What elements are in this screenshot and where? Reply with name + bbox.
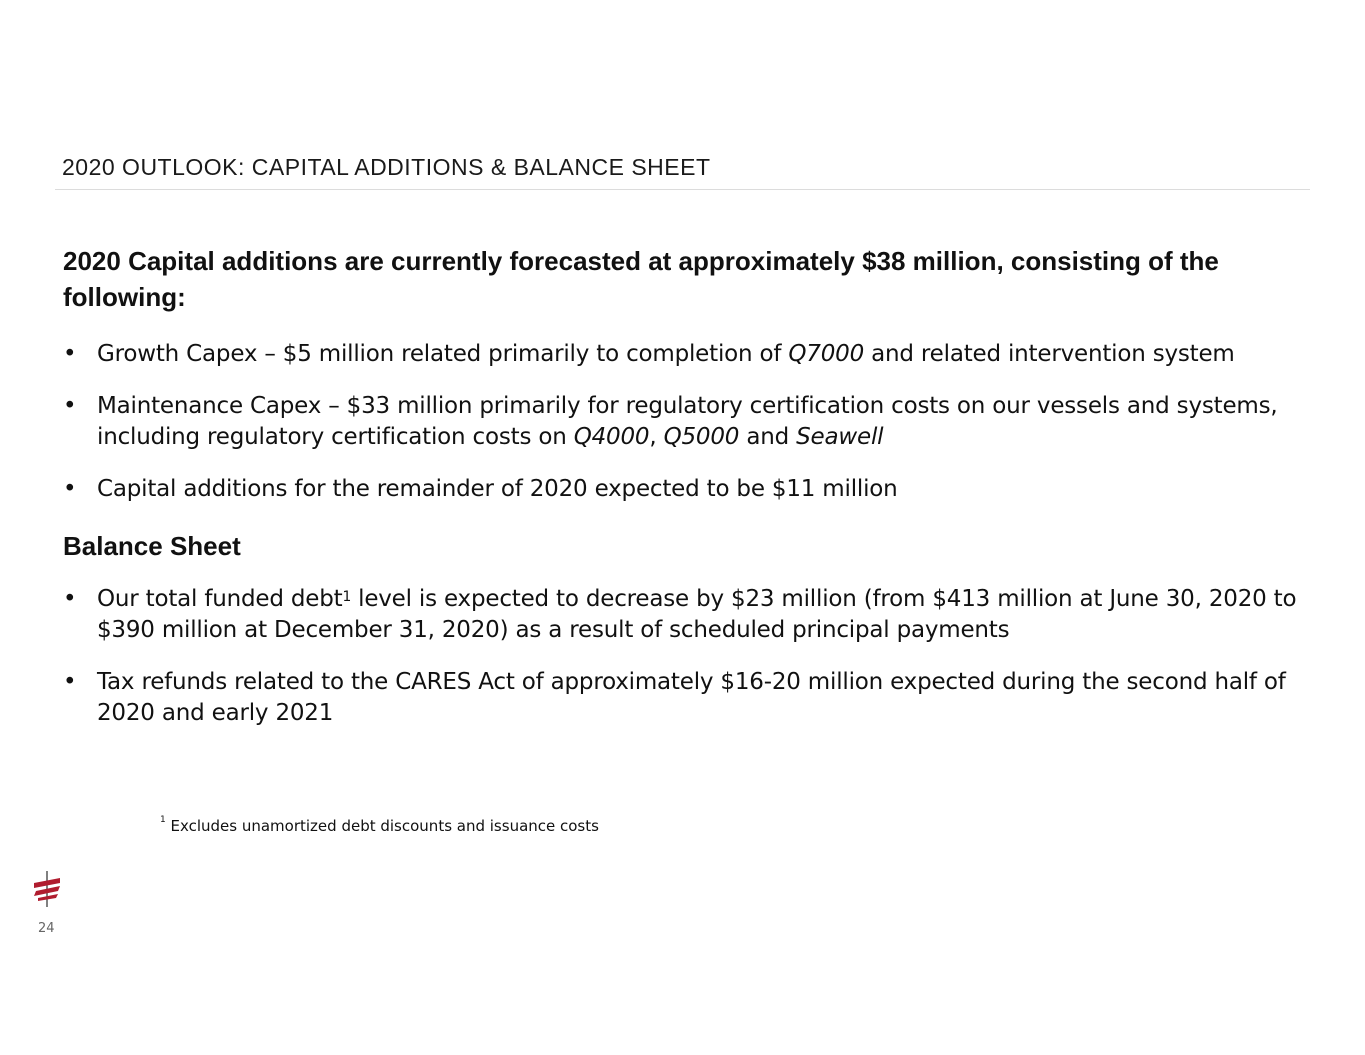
page-number: 24	[38, 921, 55, 936]
title-divider	[55, 189, 1310, 190]
list-item: • Tax refunds related to the CARES Act of approximately $16-20 million expected during the second half of 2020 and early 2021	[63, 669, 1286, 726]
helix-logo-icon	[30, 870, 64, 908]
bullet-marker: •	[63, 393, 77, 419]
bullet-marker: •	[63, 586, 77, 612]
headline: 2020 Capital additions are currently forecasted at approximately $38 million, consisting of the following:	[63, 246, 1219, 312]
bullet-marker: •	[63, 476, 77, 502]
footnote-ref: 1	[342, 589, 352, 605]
list-item: • Our total funded debt$^1$ level is expected to decrease by $23 million (from $413 million at June 30, 2020 to $390 million at December 31, 2020) as a result of scheduled principal payments	[63, 586, 1297, 643]
balance-list	[63, 584, 1303, 750]
list-item: • Maintenance Capex – $33 million primarily for regulatory certification costs on our vessels and systems, including regulatory certification costs on Q4000, Q5000 and Seawell	[63, 393, 1278, 450]
section-heading-balance-sheet: Balance Sheet	[63, 531, 241, 561]
list-item: • Capital additions for the remainder of 2020 expected to be $11 million	[63, 474, 1303, 505]
slide-title: 2020 OUTLOOK: CAPITAL ADDITIONS & BALANCE SHEET	[62, 154, 711, 180]
capex-list	[63, 339, 1303, 526]
list-item: • Growth Capex – $5 million related primarily to completion of Q7000 and related intervention system	[63, 339, 1303, 370]
bullet-marker: •	[63, 669, 77, 695]
bullet-marker: •	[63, 341, 77, 367]
footnote: $^1$ Excludes unamortized debt discounts and issuance costs	[160, 815, 599, 835]
